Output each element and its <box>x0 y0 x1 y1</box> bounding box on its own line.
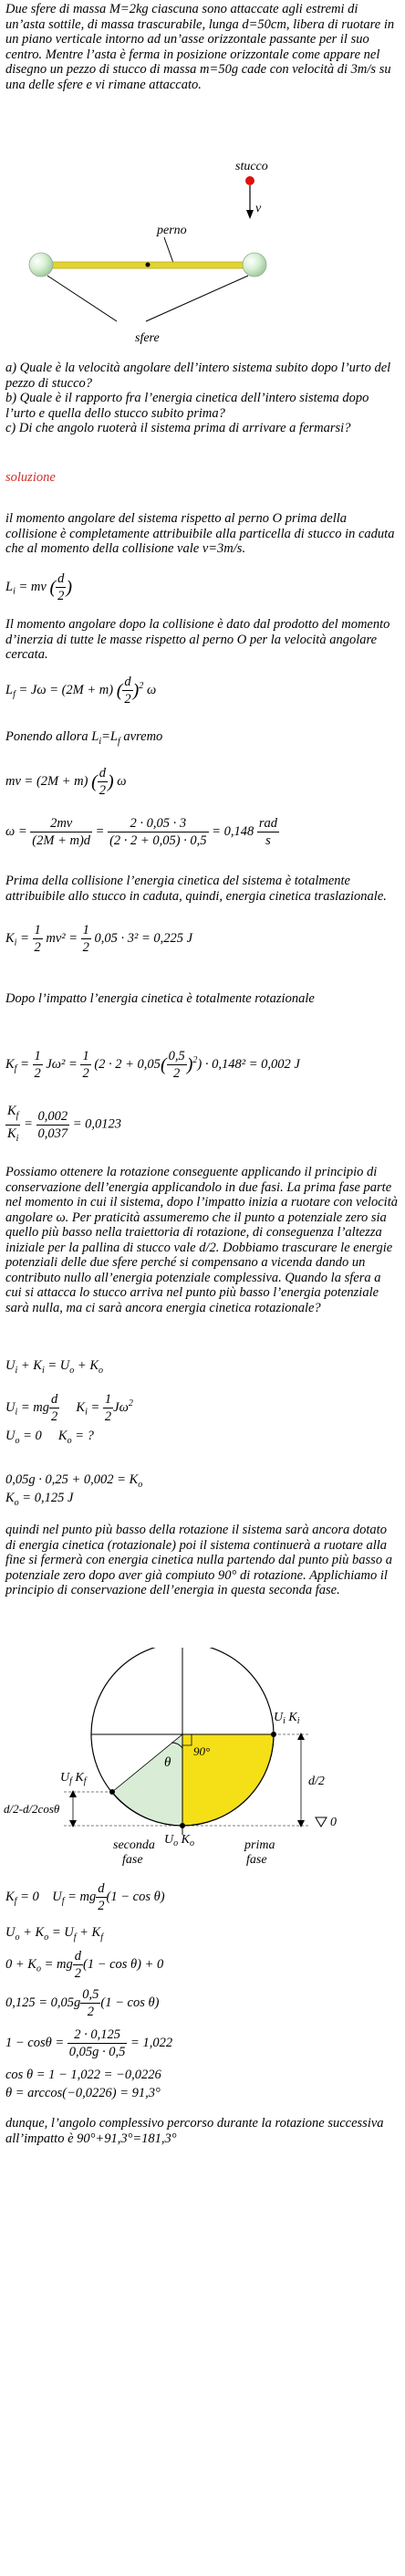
left-sphere <box>29 253 53 277</box>
d2cos-label: d/2-d/2cosθ <box>4 1802 60 1816</box>
solution-p1: il momento angolare del sistema rispetto al perno O prima della collisione è completamente attribuibile alla particella di stucco in caduta che al momento della collisione vale v=3m/s. <box>5 511 395 556</box>
eq-e2: $K_o = 0,125$ J <box>5 1491 74 1508</box>
solution-p6: Possiamo ottenere la rotazione conseguente applicando il principio di conservazione dell’energia applicandolo in due fasi. La prima fase parte nel momento in cui il sistema, dopo l’impatto inizia a ruotare con velocità angolare ω. Per praticità assumeremo che il punto a potenziale zero sia quello più basso nella traiettoria di rotazione, di conseguenza l’altezza iniziale per la pallina di stucco vale d/2. Dobbiamo trascurare le energie potenziali delle due sfere perché si compensano a vicenda dando un contributo nullo all’energia potenziale complessiva. Quando la sfera a cui si attacca lo stucco arriva nel punto più basso l’energia potenziale sarà nulla, ma ci sarà ancora energia cinetica rotazionale? <box>5 1165 398 1315</box>
eq-lf: $L_f = J\omega = (2M + m)$ ( $\frac{d}{2}$ )$^2$ ω <box>5 675 157 707</box>
eq-q3: 1 − cosθ = $\frac{2 \cdot 0,125}{0,05g \cdot 0,5}$ = 1,022 <box>5 2027 173 2059</box>
solution-p4: Prima della collisione l’energia cinetica del sistema è totalmente attribuibile allo stucco in caduta, quindi, energia cinetica traslazionale. <box>5 874 387 904</box>
question-a: a) Quale è la velocità angolare dell’intero sistema subito dopo l’urto del pezzo di stucco? <box>5 361 391 391</box>
second-phase-area <box>112 1734 182 1826</box>
problem-intro: Due sfere di massa M=2kg ciascuna sono attaccate agli estremi di un’asta sottile, di massa trascurabile, lunga d=50cm, libera di ruotare in un piano verticale intorno ad un’asse orizzontale passante per il suo centro. Mentre l’asta è ferma in posizione orizzontale come appare nel disegno un pezzo di stucco di massa m=50g cade con velocità di 3m/s su una delle sfere e vi rimane attaccato. <box>5 2 395 92</box>
angle-90-label: 90° <box>193 1744 211 1758</box>
eq-cons2: $U_o + K_o = U_f + K_f$ <box>5 1925 103 1942</box>
eq-li: $L_i$ = mv ( $\frac{d}{2}$ ) <box>5 571 73 603</box>
uf-kf-label: $U_f$ $K_f$ <box>60 1771 87 1786</box>
eq-ui: $U_i$ = mg $\frac{d}{2}$ $K_i$ = $\frac{1}{2}$ $J\omega^2$ <box>5 1392 133 1424</box>
eq-ratio: $\frac{K_f}{K_i}$ = $\frac{0,002}{0,037}$ = 0,0123 <box>7 1104 122 1144</box>
eq-q5: θ = arccos(−0,0226) = 91,3° <box>5 2086 161 2100</box>
sfere-label: sfere <box>135 331 160 345</box>
seconda-fase-label: seconda fase <box>113 1838 155 1867</box>
pivot <box>146 263 151 267</box>
eq-cons1: $U_i + K_i = U_o + K_o$ <box>5 1358 103 1376</box>
velocity-label: v <box>255 202 262 215</box>
solution-p8: dunque, l’angolo complessivo percorso durante la rotazione successiva all’impatto è 90°+91,3°=181,3° <box>5 2116 384 2146</box>
eq-q1: $0 + K_o$ = mg $\frac{d}{2}$ (1 − cos θ) + 0 <box>5 1949 164 1981</box>
zero-label: 0 <box>330 1816 337 1829</box>
solution-p5: Dopo l’impatto l’energia cinetica è totalmente rotazionale <box>5 991 315 1006</box>
right-sphere <box>243 253 266 277</box>
rod-spheres-figure <box>0 155 405 365</box>
eq-kf: $K_f$ = $\frac{1}{2}$ Jω² = $\frac{1}{2}$ (2 · 2 + 0,05( $\frac{0,5}{2}$ )$^2$) · 0,148² = 0,002 J <box>5 1049 300 1081</box>
eq-omega: ω = $\frac{2mv}{(2M + m)d}$ = $\frac{2 \cdot 0,05 \cdot 3}{(2 \cdot 2 + 0,05) \cdot 0,5}$ = 0,148 rad s <box>5 816 277 848</box>
eq-q2: 0,125 = 0,05g $\frac{0,5}{2}$ (1 − cos θ) <box>5 1987 160 2019</box>
eq-mv: mv = (2M + m) ( $\frac{d}{2}$ ) ω <box>5 766 127 798</box>
perno-label: perno <box>157 224 187 237</box>
solution-p2: Il momento angolare dopo la collisione è dato dal prodotto del momento d’inerzia di tutte le masse rispetto al perno O per la velocità angolare cercata. <box>5 617 390 662</box>
question-b: b) Quale è il rapporto fra l’energia cinetica dell’intero sistema dopo l’urto e quella dello stucco subito prima? <box>5 391 369 421</box>
uo-ko-label: $U_o$ $K_o$ <box>164 1833 194 1848</box>
prima-fase-label: prima fase <box>244 1838 275 1867</box>
rotation-diagram <box>0 1648 405 1876</box>
eq-e1: $0,05g \cdot 0,25 + 0,002 = K_o$ <box>5 1472 143 1490</box>
question-c: c) Di che angolo ruoterà il sistema prima di arrivare a fermarsi? <box>5 421 351 435</box>
eq-ki: $K_i$ = $\frac{1}{2}$ mv² = $\frac{1}{2}$ 0,05 · 3² = 0,225 J <box>5 923 193 955</box>
eq-uo: $U_o = 0$ $K_o$ = ? <box>5 1429 94 1446</box>
solution-p3: Ponendo allora $L_i=L_f$ avremo <box>5 729 163 747</box>
solution-p7: quindi nel punto più basso della rotazione il sistema sarà ancora dotato di energia cinetica (rotazionale) poi il sistema continuerà a ruotare alla fine si fermerà con energia cinetica nulla partendo dal punto più basso a potenziale zero dopo aver già compiuto 90° di rotazione. Applichiamo il principio di conservazione dell’energia in questa seconda fase. <box>5 1523 392 1597</box>
stucco-label: stucco <box>235 160 268 173</box>
d2-label: d/2 <box>308 1775 325 1788</box>
ui-ki-label: $U_i$ $K_i$ <box>274 1711 300 1726</box>
stucco-particle <box>245 176 254 185</box>
solution-heading: soluzione <box>5 470 56 485</box>
theta-label: θ <box>164 1755 171 1770</box>
eq-q4: cos θ = 1 − 1,022 = −0,0226 <box>5 2068 161 2082</box>
eq-kf-uf: $K_f = 0$ $U_f$ = mg $\frac{d}{2}$ (1 − cos θ) <box>5 1881 165 1913</box>
